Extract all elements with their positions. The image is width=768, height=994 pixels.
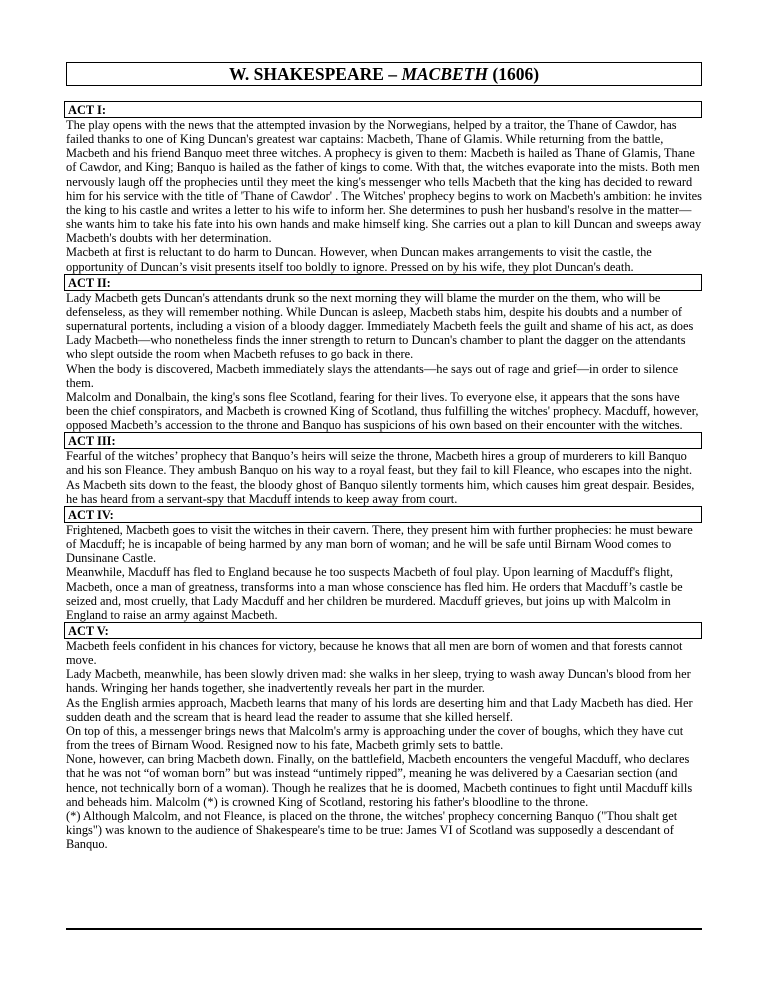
act-4-paragraph-1: Frightened, Macbeth goes to visit the witches in their cavern. There, they present him with further prophecies: he must beware of Macduff; he is incapable of being harmed by any man born of woman; and he will be safe until Birnam Wood comes to Dunsinane Castle. — [66, 522, 693, 566]
act-3-paragraph-1: Fearful of the witches’ prophecy that Banquo’s heirs will seize the throne, Macbeth hires a group of murderers to kill Banquo and his son Fleance. They ambush Banquo on his way to a royal feast, but they fail to kill Fleance, who escapes into the night. — [66, 449, 693, 478]
act-3-heading: ACT III: — [64, 432, 702, 449]
act-2-paragraph-1: Lady Macbeth gets Duncan's attendants drunk so the next morning they will blame the murder on the them, who will be defenseless, as they will remember nothing. While Duncan is asleep, Macbeth stabs him, despite his doubts and a number of supernatural portents, including a vision of a bloody dagger. Immediately Macbeth feels the guilt and shame of his act, as does Lady Macbeth—who nonetheless finds the inner strength to return to Duncan's chamber to plant the dagger on the attendants who slept outside the room when Macbeth refuses to go back in there. — [66, 290, 694, 362]
act-2-paragraph-2: When the body is discovered, Macbeth immediately slays the attendants—he says out of rage and grief—in order to silence them. — [66, 361, 679, 390]
act-5-paragraph-2: Lady Macbeth, meanwhile, has been slowly driven mad: she walks in her sleep, trying to wash away Duncan's blood from her hands. Wringing her hands together, she inadvertently reveals her part in the murder. — [66, 667, 691, 696]
document-body — [66, 101, 706, 851]
bottom-divider — [66, 928, 702, 930]
act-5-paragraph-1: Macbeth feels confident in his chances for victory, because he knows that all men are born of women and that forests cannot move. — [66, 639, 683, 668]
act-5-paragraph-4: On top of this, a messenger brings news that Malcolm's army is approaching under the cover of boughs, which they have cut from the trees of Birnam Wood. Resigned now to his fate, Macbeth grimly sets to battle. — [66, 723, 684, 753]
act-1-heading: ACT I: — [64, 101, 702, 118]
title-play-name: MACBETH — [401, 64, 488, 84]
act-1-paragraph-1: The play opens with the news that the attempted invasion by the Norwegians, helped by a traitor, the Thane of Cawdor, has failed thanks to one of King Duncan's greatest war captains: Macbeth, Thane of Glamis. While returning from the battle, Macbeth and his friend Banquo meet three witches. A prophecy is given to them: Macbeth is hailed as Thane of Glamis, Thane of Cawdor, and King; Banquo is hailed as the father of kings to come. With that, the witches evaporate into the mists. Both men nervously laugh off the prophecies until they meet the king's messenger who tells Macbeth that the king has decided to reward him for his service with the title of 'Thane of Cawdor' . The Witches' prophecy begins to work on Macbeth's ambition: he invites the king to his castle and writes a letter to his wife to inform her. She determines to push her husband's resolve in the matter—she wants him to take his fate into his own hands and make himself king. She carries out a plan to kill Duncan and sweeps away Macbeth's doubts with her determination. — [66, 118, 702, 246]
act-5-paragraph-5: None, however, can bring Macbeth down. Finally, on the battlefield, Macbeth encounters the vengeful Macduff, who declares that he was not “of woman born” but was instead “untimely ripped”, meaning he was delivered by a Caesarian section (and hence, not technically born of a woman). Though he realizes that he is doomed, Macbeth continues to fight until Macduff kills and beheads him. Malcolm (*) is crowned King of Scotland, restoring his father's bloodline to the throne. — [66, 752, 693, 809]
act-1-paragraph-2: Macbeth at first is reluctant to do harm to Duncan. However, when Duncan makes arrangements to visit the castle, the opportunity of Duncan’s visit presents itself too boldly to ignore. Pressed on by his wife, they plot Duncan's death. — [66, 245, 652, 274]
act-3-paragraph-2: As Macbeth sits down to the feast, the bloody ghost of Banquo silently torments him, which causes him great despair. Besides, he has heard from a servant-spy that Macduff intends to keep away from court. — [66, 477, 695, 506]
act-4-paragraph-2: Meanwhile, Macduff has fled to England because he too suspects Macbeth of foul play. Upon learning of Macduff's flight, Macbeth, once a man of greatness, transforms into a man whose conscience has fled him. He orders that Macduff’s castle be seized and, most cruelly, that Lady Macduff and her children be murdered. Macduff grieves, but joins up with Malcolm in England to raise an army against Macbeth. — [66, 565, 683, 622]
act-2-heading: ACT II: — [64, 274, 702, 291]
act-2-paragraph-3: Malcolm and Donalbain, the king's sons flee Scotland, fearing for their lives. To everyone else, it appears that the sons have been the chief conspirators, and Macbeth is crowned King of Scotland, thus fulfilling the witches' prophecy. Macduff, however, opposed Macbeth’s accession to the throne and Banquo has suspicions of his own based on their encounter with the witches. — [66, 389, 699, 433]
act-5-footnote: (*) Although Malcolm, and not Fleance, is placed on the throne, the witches' prophecy concerning Banquo ("Thou shalt get kings") was known to the audience of Shakespeare's time to be true: James VI of Scotland was supposedly a descendant of Banquo. — [66, 808, 678, 852]
document-title — [66, 62, 702, 86]
act-4-heading: ACT IV: — [64, 506, 702, 523]
title-prefix: W. SHAKESPEARE – — [228, 64, 402, 84]
act-5-paragraph-3: As the English armies approach, Macbeth learns that many of his lords are deserting him and that Lady Macbeth has died. Her sudden death and the scream that is heard lead the reader to assume that she killed herself. — [66, 695, 693, 724]
title-suffix: (1606) — [488, 64, 540, 84]
act-5-heading: ACT V: — [64, 622, 702, 639]
